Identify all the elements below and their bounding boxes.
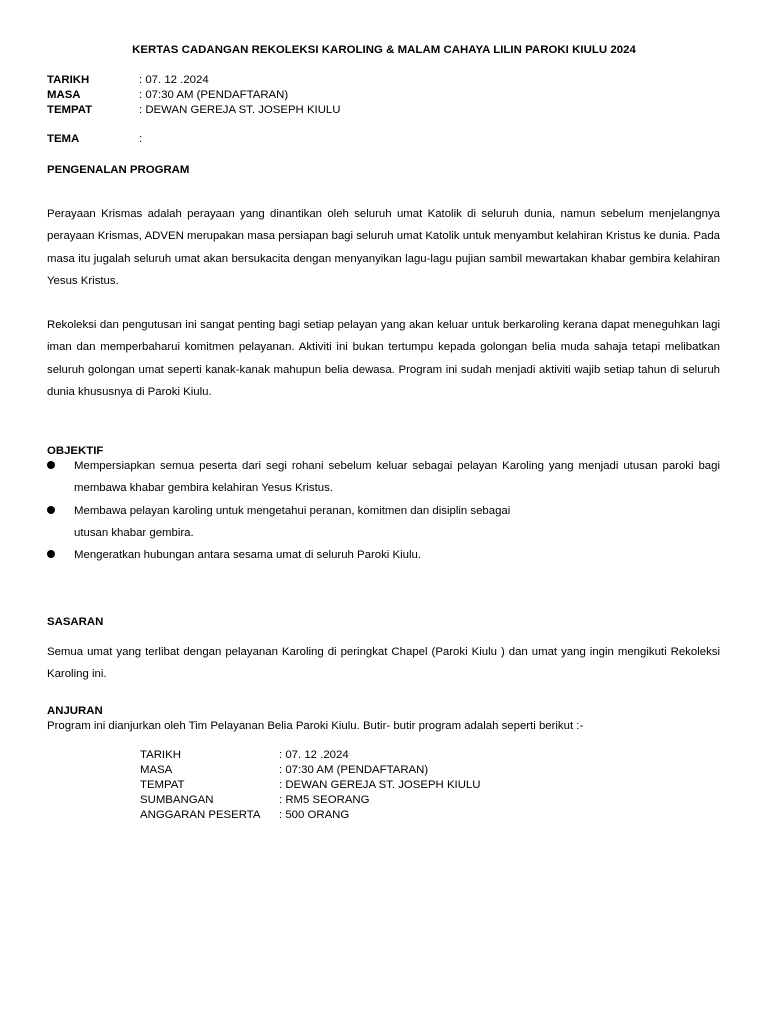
detail-value: : 07. 12 .2024 — [279, 749, 349, 761]
detail-label: ANGGARAN PESERTA — [140, 809, 261, 821]
detail-value: : RM5 SEORANG — [279, 794, 370, 806]
objektif-item-text: Membawa pelayan karoling untuk mengetahui peranan, komitmen dan disiplin sebagai — [74, 505, 511, 517]
bullet-icon — [47, 550, 55, 558]
info-value: : 07:30 AM (PENDAFTARAN) — [139, 89, 289, 101]
objektif-item-text: utusan khabar gembira. — [74, 527, 194, 539]
detail-label: MASA — [140, 764, 173, 776]
detail-label: TEMPAT — [140, 779, 185, 791]
section-heading-objektif: OBJEKTIF — [47, 445, 104, 457]
detail-label: SUMBANGAN — [140, 794, 214, 806]
detail-value: : 07:30 AM (PENDAFTARAN) — [279, 764, 429, 776]
info-label: TEMPAT — [47, 104, 93, 116]
objektif-item-text: Mempersiapkan semua peserta dari segi rohani sebelum keluar sebagai pelayan Karoling yang menjadi utusan paroki bagi membawa khabar gembira kelahiran Yesus Kristus. — [74, 460, 720, 495]
bullet-icon — [47, 506, 55, 514]
pengenalan-paragraph-1: Perayaan Krismas adalah perayaan yang dinantikan oleh seluruh umat Katolik di seluruh dunia, namun sebelum menjelangnya perayaan Krismas, ADVEN merupakan masa persiapan bagi seluruh umat Katolik untuk menyambut kelahiran Kristus ke dunia. Pada masa itu jugalah seluruh umat akan bersukacita dengan menyanyikan lagu-lagu pujian sambil mewartakan khabar gembira kelahiran Yesus Kristus. — [47, 208, 720, 287]
info-value: : DEWAN GEREJA ST. JOSEPH KIULU — [139, 104, 341, 116]
sasaran-paragraph: Semua umat yang terlibat dengan pelayanan Karoling di peringkat Chapel (Paroki Kiulu ) dan umat yang ingin mengikuti Rekoleksi Karoling ini. — [47, 646, 720, 681]
info-label: TARIKH — [47, 74, 90, 86]
info-value: : — [139, 133, 143, 145]
section-heading-sasaran: SASARAN — [47, 616, 104, 628]
info-value: : 07. 12 .2024 — [139, 74, 209, 86]
section-heading-pengenalan: PENGENALAN PROGRAM — [47, 164, 190, 176]
section-heading-anjuran: ANJURAN — [47, 705, 103, 717]
detail-value: : 500 ORANG — [279, 809, 350, 821]
detail-label: TARIKH — [140, 749, 181, 761]
anjuran-paragraph: Program ini dianjurkan oleh Tim Pelayanan Belia Paroki Kiulu. Butir- butir program adalah seperti berikut :- — [47, 720, 584, 732]
document-title: KERTAS CADANGAN REKOLEKSI KAROLING & MALAM CAHAYA LILIN PAROKI KIULU 2024 — [132, 44, 636, 56]
objektif-item-text: Mengeratkan hubungan antara sesama umat di seluruh Paroki Kiulu. — [74, 549, 421, 561]
info-label: TEMA — [47, 133, 80, 145]
detail-value: : DEWAN GEREJA ST. JOSEPH KIULU — [279, 779, 481, 791]
pengenalan-paragraph-2: Rekoleksi dan pengutusan ini sangat penting bagi setiap pelayan yang akan keluar untuk berkaroling kerana dapat meneguhkan lagi iman dan memperbaharui komitmen pelayanan. Aktiviti ini bukan tertumpu kepada golongan belia muda sahaja tetapi melibatkan seluruh golongan umat seperti kanak-kanak mahupun belia dewasa. Program ini sudah menjadi aktiviti wajib setiap tahun di seluruh dunia khususnya di Paroki Kiulu. — [47, 319, 720, 398]
info-label: MASA — [47, 89, 81, 101]
bullet-icon — [47, 461, 55, 469]
